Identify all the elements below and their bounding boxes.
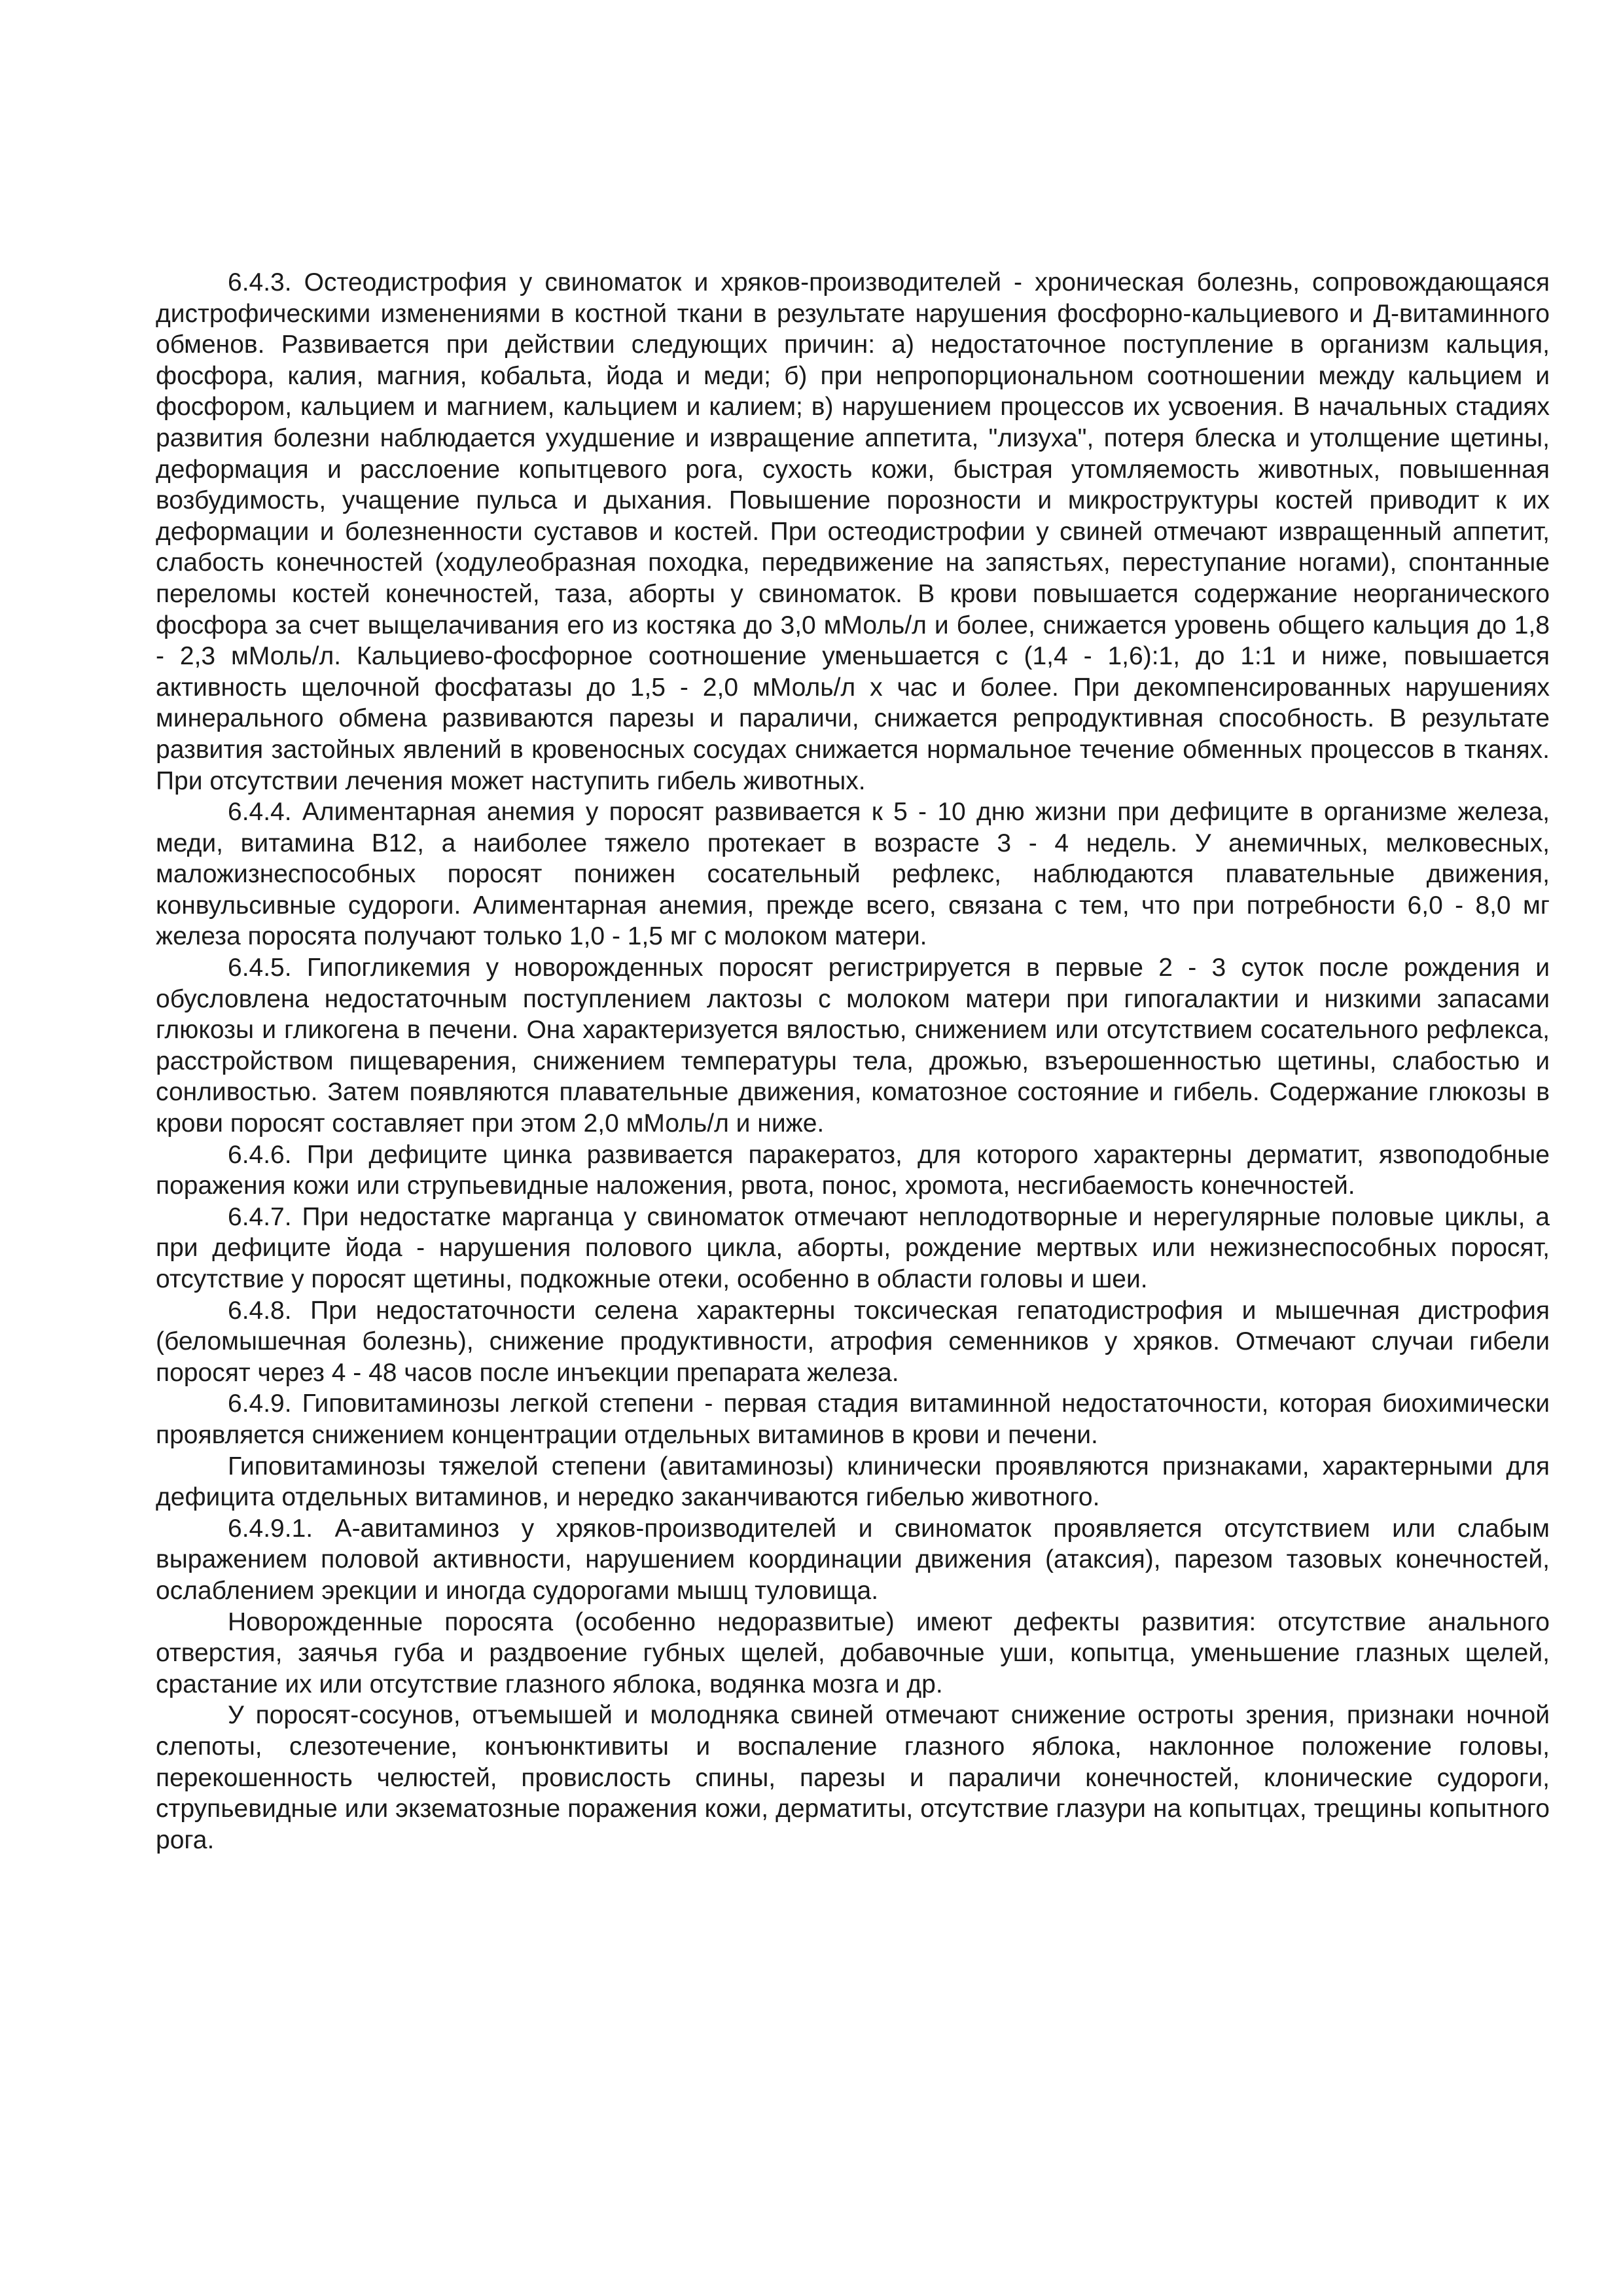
paragraph-avitaminosis-severe: Гиповитаминозы тяжелой степени (авитаминозы) клинически проявляются признаками, характерными для дефицита отдельных витаминов, и нередко заканчиваются гибелью животного. [156,1452,1550,1512]
paragraph-6-4-9-hypovitaminosis: 6.4.9. Гиповитаминозы легкой степени - первая стадия витаминной недостаточности, которая биохимически проявляется снижением концентрации отдельных витаминов в крови и печени. [156,1390,1550,1449]
paragraph-6-4-4-anemia: 6.4.4. Алиментарная анемия у поросят развивается к 5 - 10 дню жизни при дефиците в организме железа, меди, витамина В12, а наиболее тяжело протекает в возрасте 3 - 4 недель. У анемичных, мелковесных, маложизнеспособных поросят понижен сосательный рефлекс, наблюдаются плавательные движения, конвульсивные судороги. Алиментарная анемия, прежде всего, связана с тем, что при потребности 6,0 - 8,0 мг железа поросята получают только 1,0 - 1,5 мг с молоком матери. [156,798,1550,951]
paragraph-6-4-9-1-a-avitaminosis: 6.4.9.1. А-авитаминоз у хряков-производителей и свиноматок проявляется отсутствием или слабым выражением половой активности, нарушением координации движения (атаксия), парезом тазовых конечностей, ослаблением эрекции и иногда судорогами мышц туловища. [156,1514,1550,1605]
paragraph-6-4-7-manganese-iodine: 6.4.7. При недостатке марганца у свиноматок отмечают неплодотворные и нерегулярные половые циклы, а при дефиците йода - нарушения полового цикла, аборты, рождение мертвых или нежизнеспособных поросят, отсутствие у поросят щетины, подкожные отеки, особенно в области головы и шеи. [156,1202,1550,1293]
paragraph-6-4-8-selenium: 6.4.8. При недостаточности селена характерны токсическая гепатодистрофия и мышечная дистрофия (беломышечная болезнь), снижение продуктивности, атрофия семенников у хряков. Отмечают случаи гибели поросят через 4 - 48 часов после инъекции препарата железа. [156,1296,1550,1387]
paragraph-piglet-symptoms: У поросят-сосунов, отъемышей и молодняка свиней отмечают снижение остроты зрения, признаки ночной слепоты, слезотечение, конъюнктивиты и воспаление глазного яблока, наклонное положение головы, перекошенность челюстей, провислость спины, парезы и параличи конечностей, клонические судороги, струпьевидные или экзематозные поражения кожи, дерматиты, отсутствие глазури на копытцах, трещины копытного рога. [156,1701,1550,1854]
paragraph-newborn-defects: Новорожденные поросята (особенно недоразвитые) имеют дефекты развития: отсутствие анального отверстия, заячья губа и раздвоение губных щелей, добавочные уши, копытца, уменьшение глазных щелей, срастание их или отсутствие глазного яблока, водянка мозга и др. [156,1607,1550,1698]
document-page [156,267,1550,1856]
paragraph-6-4-6-zinc-deficiency: 6.4.6. При дефиците цинка развивается паракератоз, для которого характерны дерматит, язвоподобные поражения кожи или струпьевидные наложения, рвота, понос, хромота, несгибаемость конечностей. [156,1140,1550,1200]
paragraph-6-4-3-osteodystrophy: 6.4.3. Остеодистрофия у свиноматок и хряков-производителей - хроническая болезнь, сопровождающаяся дистрофическими изменениями в костной ткани в результате нарушения фосфорно-кальциевого и Д-витаминного обменов. Развивается при действии следующих причин: а) недостаточное поступление в организм кальция, фосфора, калия, магния, кобальта, йода и меди; б) при непропорциональном соотношении между кальцием и фосфором, кальцием и магнием, кальцием и калием; в) нарушением процессов их усвоения. В начальных стадиях развития болезни наблюдается ухудшение и извращение аппетита, "лизуха", потеря блеска и утолщение щетины, деформация и расслоение копытцевого рога, сухость кожи, быстрая утомляемость животных, повышенная возбудимость, учащение пульса и дыхания. Повышение порозности и микроструктуры костей приводит к их деформации и болезненности суставов и костей. При остеодистрофии у свиней отмечают извращенный аппетит, слабость конечностей (ходулеобразная походка, передвижение на запястьях, переступание ногами), спонтанные переломы костей конечностей, таза, аборты у свиноматок. В крови повышается содержание неорганического фосфора за счет выщелачивания его из костяка до 3,0 мМоль/л и более, снижается уровень общего кальция до 1,8 - 2,3 мМоль/л. Кальциево-фосфорное соотношение уменьшается с (1,4 - 1,6):1, до 1:1 и ниже, повышается активность щелочной фосфатазы до 1,5 - 2,0 мМоль/л х час и более. При декомпенсированных нарушениях минерального обмена развиваются парезы и параличи, снижается репродуктивная способность. В результате развития застойных явлений в кровеносных сосудах снижается нормальное течение обменных процессов в тканях. При отсутствии лечения может наступить гибель животных. [156,268,1550,795]
paragraph-6-4-5-hypoglycemia: 6.4.5. Гипогликемия у новорожденных поросят регистрируется в первые 2 - 3 суток после рождения и обусловлена недостаточным поступлением лактозы с молоком матери при гипогалактии и низкими запасами глюкозы и гликогена в печени. Она характеризуется вялостью, снижением или отсутствием сосательного рефлекса, расстройством пищеварения, снижением температуры тела, дрожью, взъерошенностью щетины, слабостью и сонливостью. Затем появляются плавательные движения, коматозное состояние и гибель. Содержание глюкозы в крови поросят составляет при этом 2,0 мМоль/л и ниже. [156,954,1550,1138]
